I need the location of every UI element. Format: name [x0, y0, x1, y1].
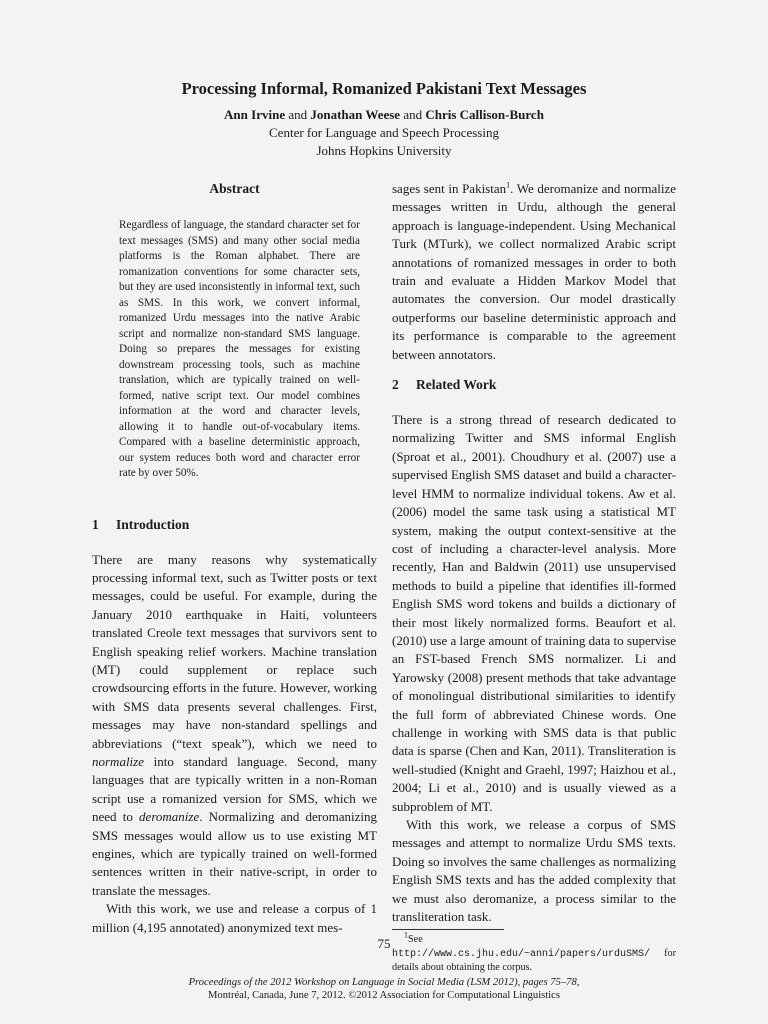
footnote-url-link[interactable]: http://www.cs.jhu.edu/~anni/papers/urduSMS/: [392, 948, 651, 960]
footnote-mark: 1: [404, 931, 408, 941]
intro-paragraph-1: [92, 551, 377, 901]
text-run: . We deromanize and normalize messages written in Urdu, although the general approach is language-independent. Using Mechanical Turk (MTurk), we collect normalized Arabic script annotations of romanized messages in order to both train and evaluate a Hidden Markov Model that automates the conversion. Our model drastically outperforms our baseline deterministic approach and its performance is comparable to the agreement between annotators.: [392, 181, 676, 362]
abstract-text: Regardless of language, the standard character set for text messages (SMS) and many other social media platforms is the Roman alphabet. There are romanization conventions for some character sets, but they are used inconsistently in informal text, such as SMS. In this work, we convert informal, romanized Urdu messages into the native Arabic script and normalize non-standard SMS language. Doing so prepares the messages for existing downstream processing tools, such as machine translation, which are typically trained on well-formed, native script text. Our model combines information at the word and character levels, allowing it to handle out-of-vocabulary items. Compared with a baseline deterministic approach, our system reduces both word and character error rate by over 50%.: [119, 219, 360, 479]
intro-continuation: [392, 180, 676, 364]
section-number: 1: [92, 516, 99, 532]
section-heading-related-work: [392, 376, 676, 394]
author-separator: and: [403, 107, 423, 122]
affiliation-line-1: Center for Language and Speech Processing: [269, 125, 499, 140]
section-heading-introduction: [92, 516, 377, 534]
section-title: Related Work: [416, 377, 497, 393]
paper-title: Processing Informal, Romanized Pakistani Text Messages: [181, 79, 587, 98]
proceedings-venue: Proceedings of the 2012 Workshop on Language in Social Media (LSM 2012), pages 75–78,: [188, 977, 580, 988]
section-number: 2: [392, 377, 399, 393]
proceedings-footer: [0, 976, 768, 1002]
author-separator: and: [288, 107, 308, 122]
intro-paragraph-2: With this work, we use and release a corpus of 1 million (4,195 annotated) anonymized text mes-: [92, 901, 377, 935]
related-paragraph-2: With this work, we release a corpus of SMS messages and attempt to normalize Urdu SMS texts. Doing so involves the same challenges as normalizing English SMS texts and has the added complexity that we must also deromanize, a process similar to the transliteration task.: [392, 817, 676, 925]
emphasis-normalize: normalize: [92, 753, 144, 769]
proceedings-line-1: [0, 976, 768, 989]
text-run: for details about obtaining the corpus.: [392, 947, 676, 974]
emphasis-deromanize: deromanize: [139, 809, 200, 825]
text-run: into standard language. Second, many languages that are typically written in a non-Roman script use a romanized version for SMS, which we need to: [92, 753, 377, 825]
page-number: 75: [377, 936, 391, 951]
author-3: Chris Callison-Burch: [425, 107, 544, 122]
abstract-heading: Abstract: [209, 181, 260, 196]
related-paragraph-1: There is a strong thread of research dedicated to normalizing Twitter and SMS informal English (Sproat et al., 2001). Choudhury et al. (2007) use a supervised English SMS dataset and build a character-level HMM to normalize individual tokens. Aw et al. (2006) model the same task using a statistical MT system, making the output context-sensitive at the cost of including a character-level analysis. More recently, Han and Baldwin (2011) use unsupervised methods to build a pipeline that identifies ill-formed English SMS word tokens and builds a dictionary of their most likely normalized forms. Beaufort et al. (2010) use a large amount of training data to supervise an FST-based French SMS normalizer. Li and Yarowsky (2008) present methods that take advantage of monolingual distributional similarities to identify the full form of abbreviated Chinese words. One challenge in working with SMS data is that public data is sparse (Chen and Kan, 2011). Transliteration is well-studied (Knight and Graehl, 1997; Haizhou et al., 2004; Li et al., 2010) and is usually viewed as a subproblem of MT.: [392, 412, 676, 814]
section-title: Introduction: [116, 516, 190, 532]
affiliation-line-2: Johns Hopkins University: [316, 143, 452, 158]
text-run: . Normalizing and deromanizing SMS messages would allow us to use existing MT engines, which are typically trained on well-formed sentences written in their native-script, in order to translate the messages.: [92, 809, 378, 898]
paper-header: [0, 78, 768, 160]
right-column: [392, 180, 676, 975]
text-run: sages sent in Pakistan: [392, 181, 507, 196]
author-1: Ann Irvine: [224, 107, 286, 122]
author-list: [0, 105, 768, 124]
left-column: [92, 180, 377, 937]
text-run: See: [408, 934, 423, 946]
footnote-divider: [392, 929, 504, 930]
text-run: There are many reasons why systematically processing informal text, such as Twitter posts or text messages, could be useful. For example, during the January 2010 earthquake in Haiti, volunteers translated Creole text messages that survivors sent to English speaking relief workers. Machine translation (MT) could supplement or replace such crowdsourcing efforts in the future. However, working with SMS data presents several challenges. First, messages may have non-standard spellings and abbreviations (“text speak”), which we need to: [92, 551, 377, 751]
proceedings-line-2: Montréal, Canada, June 7, 2012. ©2012 Association for Computational Linguistics: [207, 990, 560, 1001]
footnote-ref[interactable]: 1: [506, 180, 511, 190]
author-2: Jonathan Weese: [310, 107, 401, 122]
